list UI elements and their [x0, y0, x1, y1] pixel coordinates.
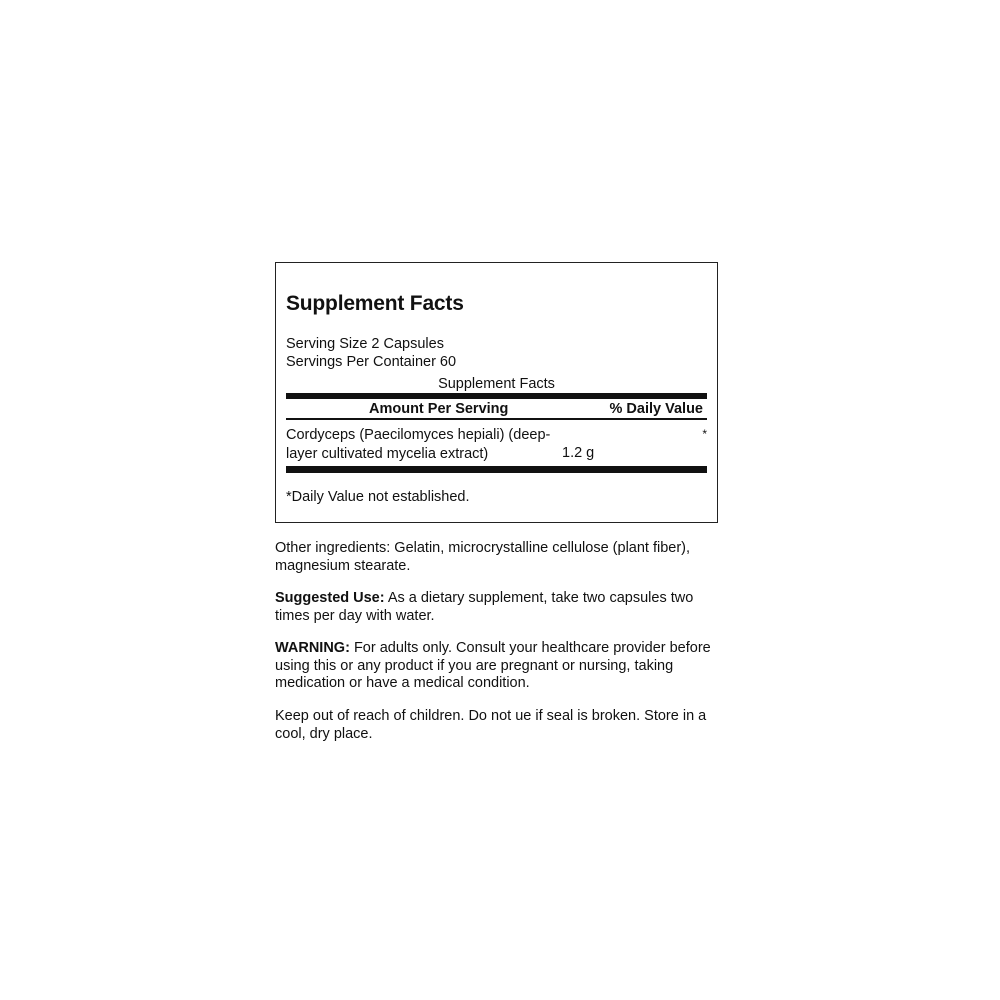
other-ingredients: Other ingredients: Gelatin, microcrystalline cellulose (plant fiber), magnesium stearate.: [275, 540, 691, 574]
supplement-facts-panel: [275, 262, 718, 523]
suggested-use-text: As a dietary supplement, take two capsules two times per day with water.: [275, 590, 694, 624]
warning: [275, 640, 730, 693]
suggested-use-label: Suggested Use:: [275, 590, 385, 606]
ingredient-amount: 1.2 g: [562, 445, 595, 461]
daily-value-footnote: *Daily Value not established.: [286, 489, 470, 505]
header-divider: [286, 418, 707, 420]
thick-divider-top: [286, 393, 707, 399]
suggested-use: [275, 590, 730, 625]
serving-size: Serving Size 2 Capsules: [286, 336, 444, 352]
table-caption: Supplement Facts: [438, 376, 555, 392]
storage-instructions: Keep out of reach of children. Do not ue if seal is broken. Store in a cool, dry place.: [275, 708, 707, 742]
daily-value-header: % Daily Value: [609, 401, 703, 417]
warning-text: For adults only. Consult your healthcare provider before using this or any product if you are pregnant or nursing, taking medication or have a medical condition.: [275, 640, 711, 691]
ingredient-name: Cordyceps (Paecilomyces hepiali) (deep-layer cultivated mycelia extract): [286, 427, 551, 462]
servings-per-container: Servings Per Container 60: [286, 354, 457, 370]
warning-label: WARNING:: [275, 640, 350, 656]
ingredient-daily-value: *: [702, 427, 707, 441]
supplement-facts-title: Supplement Facts: [286, 292, 464, 315]
thick-divider-bottom: [286, 466, 707, 473]
amount-per-serving-header: Amount Per Serving: [369, 401, 509, 417]
